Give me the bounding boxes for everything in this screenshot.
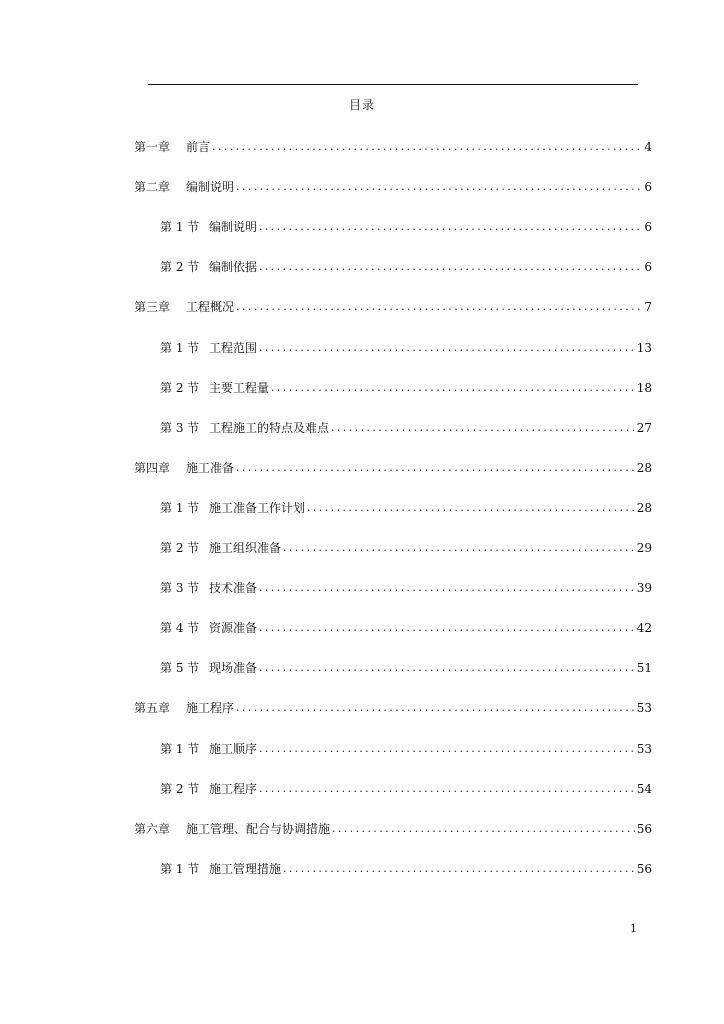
toc-dot-leader — [236, 701, 635, 715]
toc-entry-title: 现场准备 — [209, 661, 258, 675]
toc-entry-title: 主要工程量 — [209, 381, 270, 395]
toc-entry[interactable] — [160, 780, 652, 796]
toc-entry-title: 编制说明 — [209, 220, 258, 234]
toc-entry-page: 18 — [636, 381, 652, 395]
toc-entry[interactable] — [160, 379, 652, 395]
toc-entry[interactable] — [160, 258, 652, 274]
toc-dot-leader — [236, 461, 635, 475]
toc-entry-number: 第 2 节 — [160, 782, 200, 796]
toc-entry-page: 56 — [636, 822, 652, 836]
toc-entry[interactable] — [160, 218, 652, 234]
toc-entry-title: 施工管理措施 — [209, 862, 282, 876]
toc-entry-number: 第一章 — [134, 140, 171, 154]
toc-entry-page: 28 — [636, 501, 652, 515]
toc-entry-page: 6 — [644, 220, 652, 234]
toc-entry-page: 42 — [636, 621, 652, 635]
toc-dot-leader — [307, 501, 635, 515]
toc-dot-leader — [259, 661, 635, 675]
toc-entry-title: 施工程序 — [186, 701, 235, 715]
toc-entry-title: 工程范围 — [209, 341, 258, 355]
toc-entry-page: 51 — [636, 661, 652, 675]
toc-dot-leader — [259, 581, 635, 595]
toc-entry[interactable] — [134, 699, 652, 715]
toc-entry-title: 施工组织准备 — [209, 541, 282, 555]
toc-entry-page: 28 — [636, 461, 652, 475]
toc-dot-leader — [259, 782, 635, 796]
toc-entry-number: 第 1 节 — [160, 220, 200, 234]
toc-entry[interactable] — [160, 860, 652, 876]
toc-entry-number: 第 1 节 — [160, 501, 200, 515]
toc-entry-title: 施工顺序 — [209, 742, 258, 756]
toc-entry-number: 第四章 — [134, 461, 171, 475]
toc-entry-title: 技术准备 — [209, 581, 258, 595]
toc-entry-number: 第 1 节 — [160, 341, 200, 355]
toc-entry-number: 第二章 — [134, 180, 171, 194]
toc-entry-number: 第六章 — [134, 822, 171, 836]
toc-entry[interactable] — [134, 820, 652, 836]
toc-entry-page: 53 — [636, 701, 652, 715]
header-rule — [148, 84, 638, 85]
toc-entry[interactable] — [160, 539, 652, 555]
toc-entry[interactable] — [160, 499, 652, 515]
toc-entry-title: 编制依据 — [209, 260, 258, 274]
toc-dot-leader — [259, 742, 635, 756]
toc-entry-number: 第 2 节 — [160, 260, 200, 274]
toc-entry-title: 施工准备工作计划 — [209, 501, 306, 515]
toc-entry-title: 资源准备 — [209, 621, 258, 635]
toc-entry-number: 第五章 — [134, 701, 171, 715]
toc-dot-leader — [236, 180, 642, 194]
toc-dot-leader — [212, 140, 642, 154]
toc-entry-page: 6 — [644, 260, 652, 274]
toc-entry-page: 53 — [636, 742, 652, 756]
toc-entry-page: 7 — [644, 300, 652, 314]
toc-entry[interactable] — [160, 740, 652, 756]
page-title: 目录 — [348, 98, 375, 112]
toc-dot-leader — [259, 341, 635, 355]
toc-entry-title: 工程施工的特点及难点 — [209, 421, 330, 435]
toc-entry-number: 第 5 节 — [160, 661, 200, 675]
toc-entry[interactable] — [160, 419, 652, 435]
toc-entry-title: 施工管理、配合与协调措施 — [186, 822, 331, 836]
toc-dot-leader — [283, 862, 635, 876]
toc-entry[interactable] — [160, 659, 652, 675]
toc-entry-title: 工程概况 — [186, 300, 235, 314]
toc-entry-page: 4 — [644, 140, 652, 154]
toc-dot-leader — [331, 421, 635, 435]
toc-entry-number: 第 1 节 — [160, 862, 200, 876]
toc-entry[interactable] — [134, 138, 652, 154]
toc-entry-page: 54 — [636, 782, 652, 796]
toc-dot-leader — [259, 220, 642, 234]
toc-dot-leader — [271, 381, 635, 395]
toc-entry-page: 56 — [636, 862, 652, 876]
toc-entry-page: 39 — [636, 581, 652, 595]
toc-entry-title: 编制说明 — [186, 180, 235, 194]
toc-entry-page: 6 — [644, 180, 652, 194]
toc-entry-number: 第 2 节 — [160, 381, 200, 395]
toc-entry[interactable] — [160, 619, 652, 635]
toc-entry-number: 第 2 节 — [160, 541, 200, 555]
toc-dot-leader — [283, 541, 635, 555]
toc-entry-number: 第 1 节 — [160, 742, 200, 756]
toc-entry[interactable] — [134, 298, 652, 314]
toc-entry-number: 第三章 — [134, 300, 171, 314]
toc-dot-leader — [236, 300, 642, 314]
toc-dot-leader — [332, 822, 635, 836]
toc-entry[interactable] — [134, 178, 652, 194]
toc-entry[interactable] — [134, 459, 652, 475]
toc-entry-number: 第 4 节 — [160, 621, 200, 635]
toc-entry[interactable] — [160, 339, 652, 355]
toc-entry-title: 施工准备 — [186, 461, 235, 475]
toc-entry-number: 第 3 节 — [160, 421, 200, 435]
toc-dot-leader — [259, 621, 635, 635]
toc-entry-page: 27 — [636, 421, 652, 435]
toc-dot-leader — [259, 260, 642, 274]
toc-entry-page: 13 — [636, 341, 652, 355]
toc-entry-page: 29 — [636, 541, 652, 555]
toc-entry[interactable] — [160, 579, 652, 595]
page-number: 1 — [630, 922, 637, 935]
toc-entry-title: 前言 — [186, 140, 211, 154]
toc-entry-number: 第 3 节 — [160, 581, 200, 595]
toc-entry-title: 施工程序 — [209, 782, 258, 796]
